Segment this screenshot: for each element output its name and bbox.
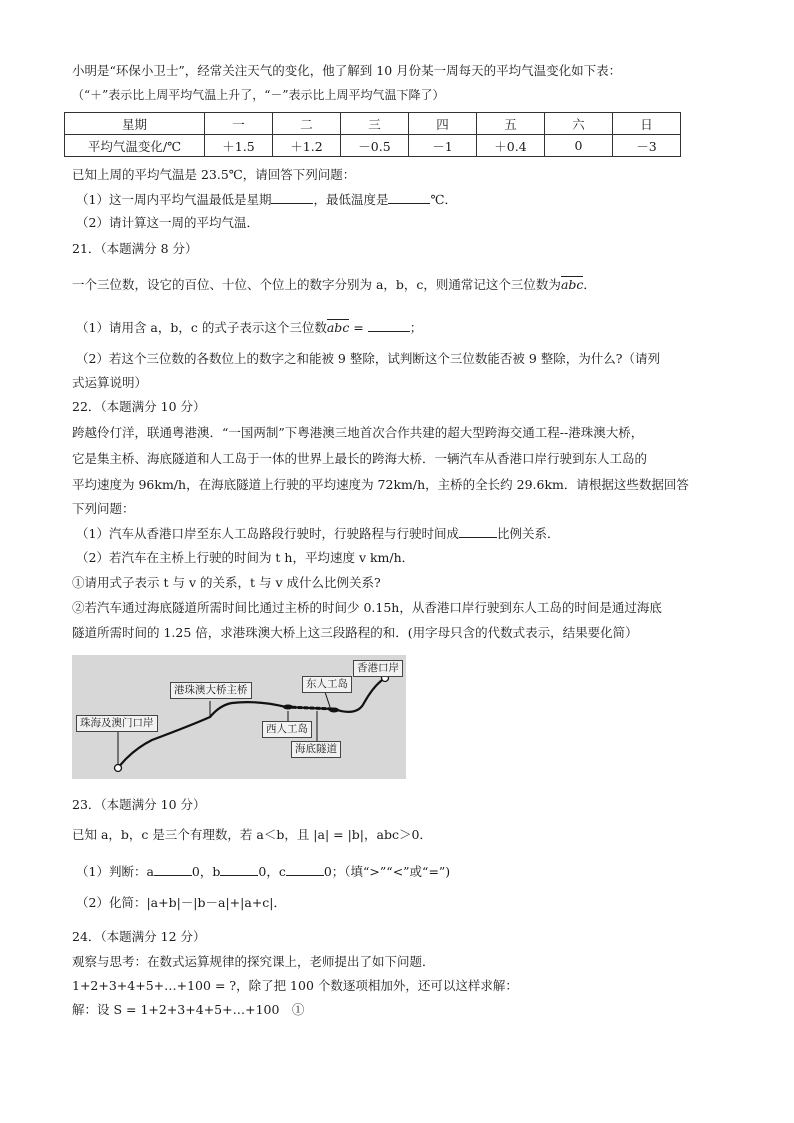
q22-sub2-line1: ②若汽车通过海底隧道所需时间比通过主桥的时间少 0.15h，从香港口岸行驶到东人工岛的时间是通过海底	[72, 600, 662, 615]
q21-intro-text-b: ．	[583, 277, 596, 292]
bridge-map-figure	[72, 655, 406, 779]
q20-part2: （2）请计算这一周的平均气温．	[76, 215, 259, 230]
answer-blank[interactable]	[220, 862, 258, 876]
table-header-label: 星期	[65, 113, 205, 135]
q22-title: 22．（本题满分 10 分）	[72, 399, 206, 414]
q21-part1-text-a: （1）请用含 a，b，c 的式子表示这个三位数	[76, 320, 327, 335]
table-row	[65, 135, 681, 157]
label-tunnel: 海底隧道	[291, 741, 341, 758]
q23-part1-text-c: 0，c	[258, 864, 286, 879]
table-value: －1	[409, 135, 477, 157]
abc-overline: abc	[326, 320, 350, 335]
q24-line2: 1+2+3+4+5+…+100 = ?，除了把 100 个数逐项相加外，还可以这样求解：	[72, 978, 518, 993]
q22-line2: 它是集主桥、海底隧道和人工岛于一体的世界上最长的跨海大桥．一辆汽车从香港口岸行驶到东人工岛的	[72, 451, 648, 466]
q22-part1	[76, 524, 559, 543]
q21-intro	[72, 276, 596, 294]
table-value: ＋1.5	[205, 135, 273, 157]
q20-part1-text-a: （1）这一周内平均气温最低是星期	[76, 192, 272, 207]
label-east-island: 东人工岛	[302, 676, 352, 693]
label-main-bridge: 港珠澳大桥主桥	[170, 682, 252, 699]
answer-blank[interactable]	[368, 318, 410, 332]
table-day: 五	[477, 113, 545, 135]
table-day: 一	[205, 113, 273, 135]
q22-part1-text-b: 比例关系．	[496, 526, 560, 541]
east-island-marker	[329, 708, 339, 713]
q20-intro: 小明是“环保小卫士”，经常关注天气的变化，他了解到 10 月份某一周每天的平均气温变化如下表：	[72, 63, 622, 78]
q21-part1-text-c: ；	[409, 320, 423, 335]
table-day: 二	[273, 113, 341, 135]
q21-intro-text-a: 一个三位数，设它的百位、十位、个位上的数字分别为 a，b，c，则通常记这个三位数为	[72, 277, 561, 292]
q22-line3: 平均速度为 96km/h，在海底隧道上行驶的平均速度为 72km/h，主桥的全长约 29.6km．请根据这些数据回答	[72, 477, 689, 492]
answer-blank[interactable]	[286, 862, 324, 876]
q21-part1	[76, 318, 422, 337]
q22-line1: 跨越伶仃洋，联通粤港澳．“一国两制”下粤港澳三地首次合作共建的超大型跨海交通工程--港珠澳大桥，	[72, 425, 644, 440]
q20-note: （“＋”表示比上周平均气温上升了，“－”表示比上周平均气温下降了）	[72, 88, 445, 102]
q24-line1: 观察与思考：在数式运算规律的探究课上，老师提出了如下问题．	[72, 954, 435, 969]
q20-part1	[76, 190, 457, 209]
q24-title: 24．（本题满分 12 分）	[72, 929, 206, 944]
abc-overline: abc	[560, 277, 584, 292]
q22-part1-text-a: （1）汽车从香港口岸至东人工岛路段行驶时，行驶路程与行驶时间成	[76, 526, 459, 541]
label-hk-port: 香港口岸	[353, 660, 403, 677]
q20-part1-text-b: ，最低温度是	[313, 192, 389, 207]
table-value: ＋1.2	[273, 135, 341, 157]
q20-part1-text-c: ℃．	[430, 192, 457, 207]
west-island-marker	[283, 705, 293, 710]
q23-title: 23．（本题满分 10 分）	[72, 797, 206, 812]
q24-line3: 解：设 S = 1+2+3+4+5+…+100 ①	[72, 1002, 305, 1017]
table-day: 日	[613, 113, 681, 135]
q23-part1-text-b: 0，b	[191, 864, 221, 879]
table-value: －3	[613, 135, 681, 157]
temperature-table	[64, 112, 681, 157]
q20-given: 已知上周的平均气温是 23.5℃，请回答下列问题：	[72, 167, 356, 182]
start-point-marker	[115, 765, 122, 772]
q23-part1	[76, 862, 450, 881]
q22-sub1: ①请用式子表示 t 与 v 的关系，t 与 v 成什么比例关系?	[72, 575, 381, 590]
q23-part1-text-d: 0；（填“>”“<”或“=”)	[323, 864, 451, 879]
table-header-row	[65, 113, 681, 135]
answer-blank[interactable]	[271, 190, 313, 204]
q21-part1-text-b: =	[349, 320, 368, 335]
q21-part2-line1: （2）若这个三位数的各数位上的数字之和能被 9 整除，试判断这个三位数能否被 9 整除，为什么?（请列	[76, 351, 660, 366]
q23-intro: 已知 a，b，c 是三个有理数，若 a＜b，且 |a| = |b|，abc＞0．	[72, 827, 432, 842]
table-row-label: 平均气温变化/℃	[65, 135, 205, 157]
q21-part2-line2: 式运算说明）	[72, 375, 148, 390]
q23-part1-text-a: （1）判断：a	[76, 864, 154, 879]
table-value: －0.5	[341, 135, 409, 157]
answer-blank[interactable]	[154, 862, 192, 876]
q22-sub2-line2: 隧道所需时间的 1.25 倍，求港珠澳大桥上这三段路程的和．(用字母只含的代数式表示，结果要化简）	[72, 625, 638, 640]
table-day: 六	[545, 113, 613, 135]
label-zhuhai-port: 珠海及澳门口岸	[76, 715, 158, 732]
q21-title: 21．（本题满分 8 分）	[72, 241, 198, 256]
table-day: 四	[409, 113, 477, 135]
answer-blank[interactable]	[459, 524, 497, 538]
table-day: 三	[341, 113, 409, 135]
answer-blank[interactable]	[388, 190, 430, 204]
table-value: 0	[545, 135, 613, 157]
q22-part2: （2）若汽车在主桥上行驶的时间为 t h，平均速度 v km/h．	[76, 550, 415, 565]
table-value: ＋0.4	[477, 135, 545, 157]
label-west-island: 西人工岛	[262, 721, 312, 738]
q22-line4: 下列问题：	[72, 501, 135, 516]
q23-part2: （2）化简：|a+b|－|b－a|+|a+c|．	[76, 895, 287, 910]
